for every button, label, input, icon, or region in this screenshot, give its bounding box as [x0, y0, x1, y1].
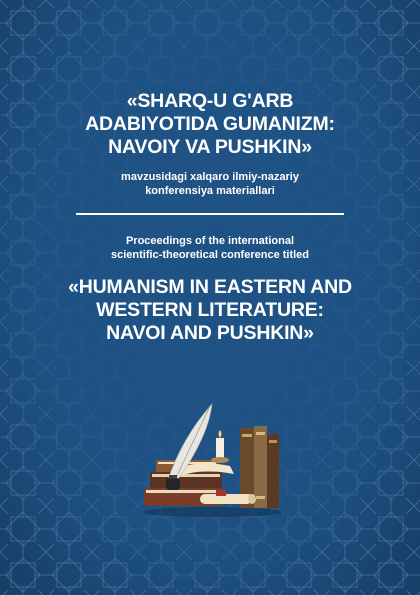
title-english-line-3: NAVOI AND PUSHKIN»	[106, 322, 314, 344]
subtitle-english-line-2: scientific-theoretical conference titled	[110, 249, 310, 261]
subtitle-uzbek-line-1: mavzusidagi xalqaro ilmiy-nazariy	[121, 171, 299, 183]
title-uzbek-line-3: NAVOIY VA PUSHKIN»	[108, 136, 312, 158]
books-quill-candle-illustration	[130, 398, 290, 518]
divider-line	[76, 213, 344, 215]
subtitle-uzbek	[0, 170, 420, 198]
title-uzbek	[0, 90, 420, 159]
title-uzbek-line-2: ADABIYOTIDA GUMANIZM:	[85, 113, 335, 135]
candle-icon	[211, 430, 229, 463]
subtitle-english	[0, 234, 420, 262]
subtitle-uzbek-line-2: konferensiya materiallari	[145, 185, 275, 197]
title-english-line-2: WESTERN LITERATURE:	[96, 299, 324, 321]
title-english	[0, 276, 420, 345]
subtitle-english-line-1: Proceedings of the international	[125, 235, 295, 247]
title-english-line-1: «HUMANISM IN EASTERN AND	[68, 276, 352, 298]
title-uzbek-line-1: «SHARQ-U G'ARB	[126, 90, 294, 112]
